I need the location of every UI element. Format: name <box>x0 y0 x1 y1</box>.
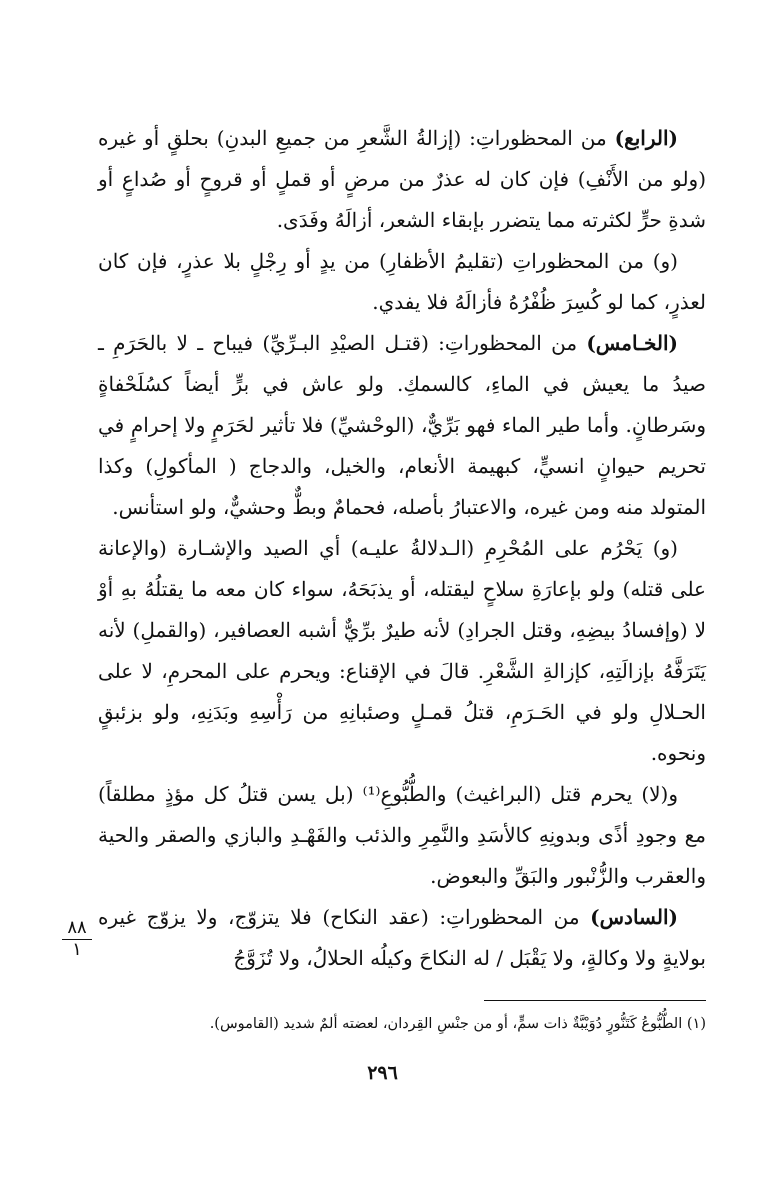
footnote-divider <box>484 1000 706 1001</box>
paragraph-1 <box>98 118 706 241</box>
paragraph-4 <box>98 528 706 774</box>
main-text <box>98 118 706 979</box>
footnote: (١) الطُّبُّوعُ كَتَنُّورٍ دُوَيْبَّةٌ ذات سمٍّ، أو من جنْسِ القِردان، لعضته ألمٌ شديد (القاموس). <box>209 1016 706 1032</box>
paragraph-lead: (السادس) <box>590 905 678 929</box>
manuscript-folio-marker <box>62 918 92 960</box>
paragraph-lead: (الخـامس) <box>586 331 678 355</box>
paragraph-lead: (الرابع) <box>614 126 678 150</box>
paragraph-text: (و) يَحْرُم على المُحْرِمِ (الـدلالةُ عليـه) أي الصيد والإشـارة (والإعانة على قتله) ولو بإعارَةِ سلاحٍ ليقتله، أو يذبَحَهُ، سواء كان معه ما يقتلُهُ بهِ أوْ لا (وإفسادُ بيضِهِ، وقتل الجرادِ) لأنه طيرٌ برِّيٌّ أشبه العصافير، (والقملِ) لأنه يَتَرَفَّهُ بإزالَتِهِ، كإزالةِ الشَّعْرِ. قالَ في الإقناع: ويحرم على المحرمِ، لا على الحـلالِ ولو في الحَـرَمِ، قتلُ قمـلٍ وصئبانِهِ من رَأْسِهِ وبَدَنِهِ، ولو بزئبقٍ ونحوه. <box>98 536 706 765</box>
paragraph-2 <box>98 241 706 323</box>
paragraph-text: من المحظوراتِ: (إزالةُ الشَّعرِ من جميعِ البدنِ) بحلقٍ أو غيره (ولو من الأَنْفِ) فإن كان له عذرٌ من مرضٍ أو قملٍ أو قروحٍ أو صُداعٍ أو شدةِ حرٍّ لكثرته مما يتضرر بإبقاء الشعر، أزالَهُ وفَدَى. <box>98 126 706 232</box>
paragraph-3 <box>98 323 706 528</box>
page-number: ٢٩٦ <box>367 1062 398 1084</box>
paragraph-text: (و) من المحظوراتِ (تقليمُ الأظفارِ) من يدٍ أو رِجْلٍ بلا عذرٍ، فإن كان لعذرٍ، كما لو كُسِرَ ظُفْرُهُ فأزالَهُ فلا يفدي. <box>98 249 706 314</box>
paragraph-text: من المحظوراتِ: (عقد النكاح) فلا يتزوّج، ولا يزوّج غيره بولايةٍ ولا وكالةٍ، ولا يَقْبَل / له النكاحَ وكيلُه الحلالُ، ولا تُزَوَّجُ <box>98 905 706 970</box>
paragraph-5 <box>98 774 706 897</box>
paragraph-6 <box>98 897 706 979</box>
paragraph-text: من المحظوراتِ: (قتـل الصيْدِ البـرِّيِّ) فيباح ـ لا بالحَرَمِ ـ صيدُ ما يعيش في الماءِ، كالسمكِ. ولو عاش في برٍّ أيضاً كسُلَحْفاةٍ وسَرطانٍ. وأما طير الماء فهو بَرِّيٌّ، (الوحْشيِّ) فلا تأثير لحَرَمٍ ولا إحرامٍ في تحريم حيوانٍ انسيٍّ، كبهيمة الأنعام، والخيل، والدجاج ( المأكولِ) وكذا المتولد منه ومن غيره، والاعتبارُ بأصله، فحمامٌ وبطٌّ وحشيٌّ، ولو استأنس. <box>98 331 706 519</box>
paragraph-text: و(لا) يحرم قتل (البراغيث) والطُّبُّوعِ⁽¹⁾ (بل يسن قتلُ كل مؤذٍ مطلقاً) مع وجودِ أذًى وبدونِهِ كالأسَدِ والنَّمِرِ والذئب والفَهْـدِ والبازي والصقر والحية والعقرب والزُّنْبور والبَقِّ والبعوض. <box>98 782 706 888</box>
folio-number: ٨٨ <box>62 918 92 940</box>
folio-side: ١ <box>72 939 82 960</box>
